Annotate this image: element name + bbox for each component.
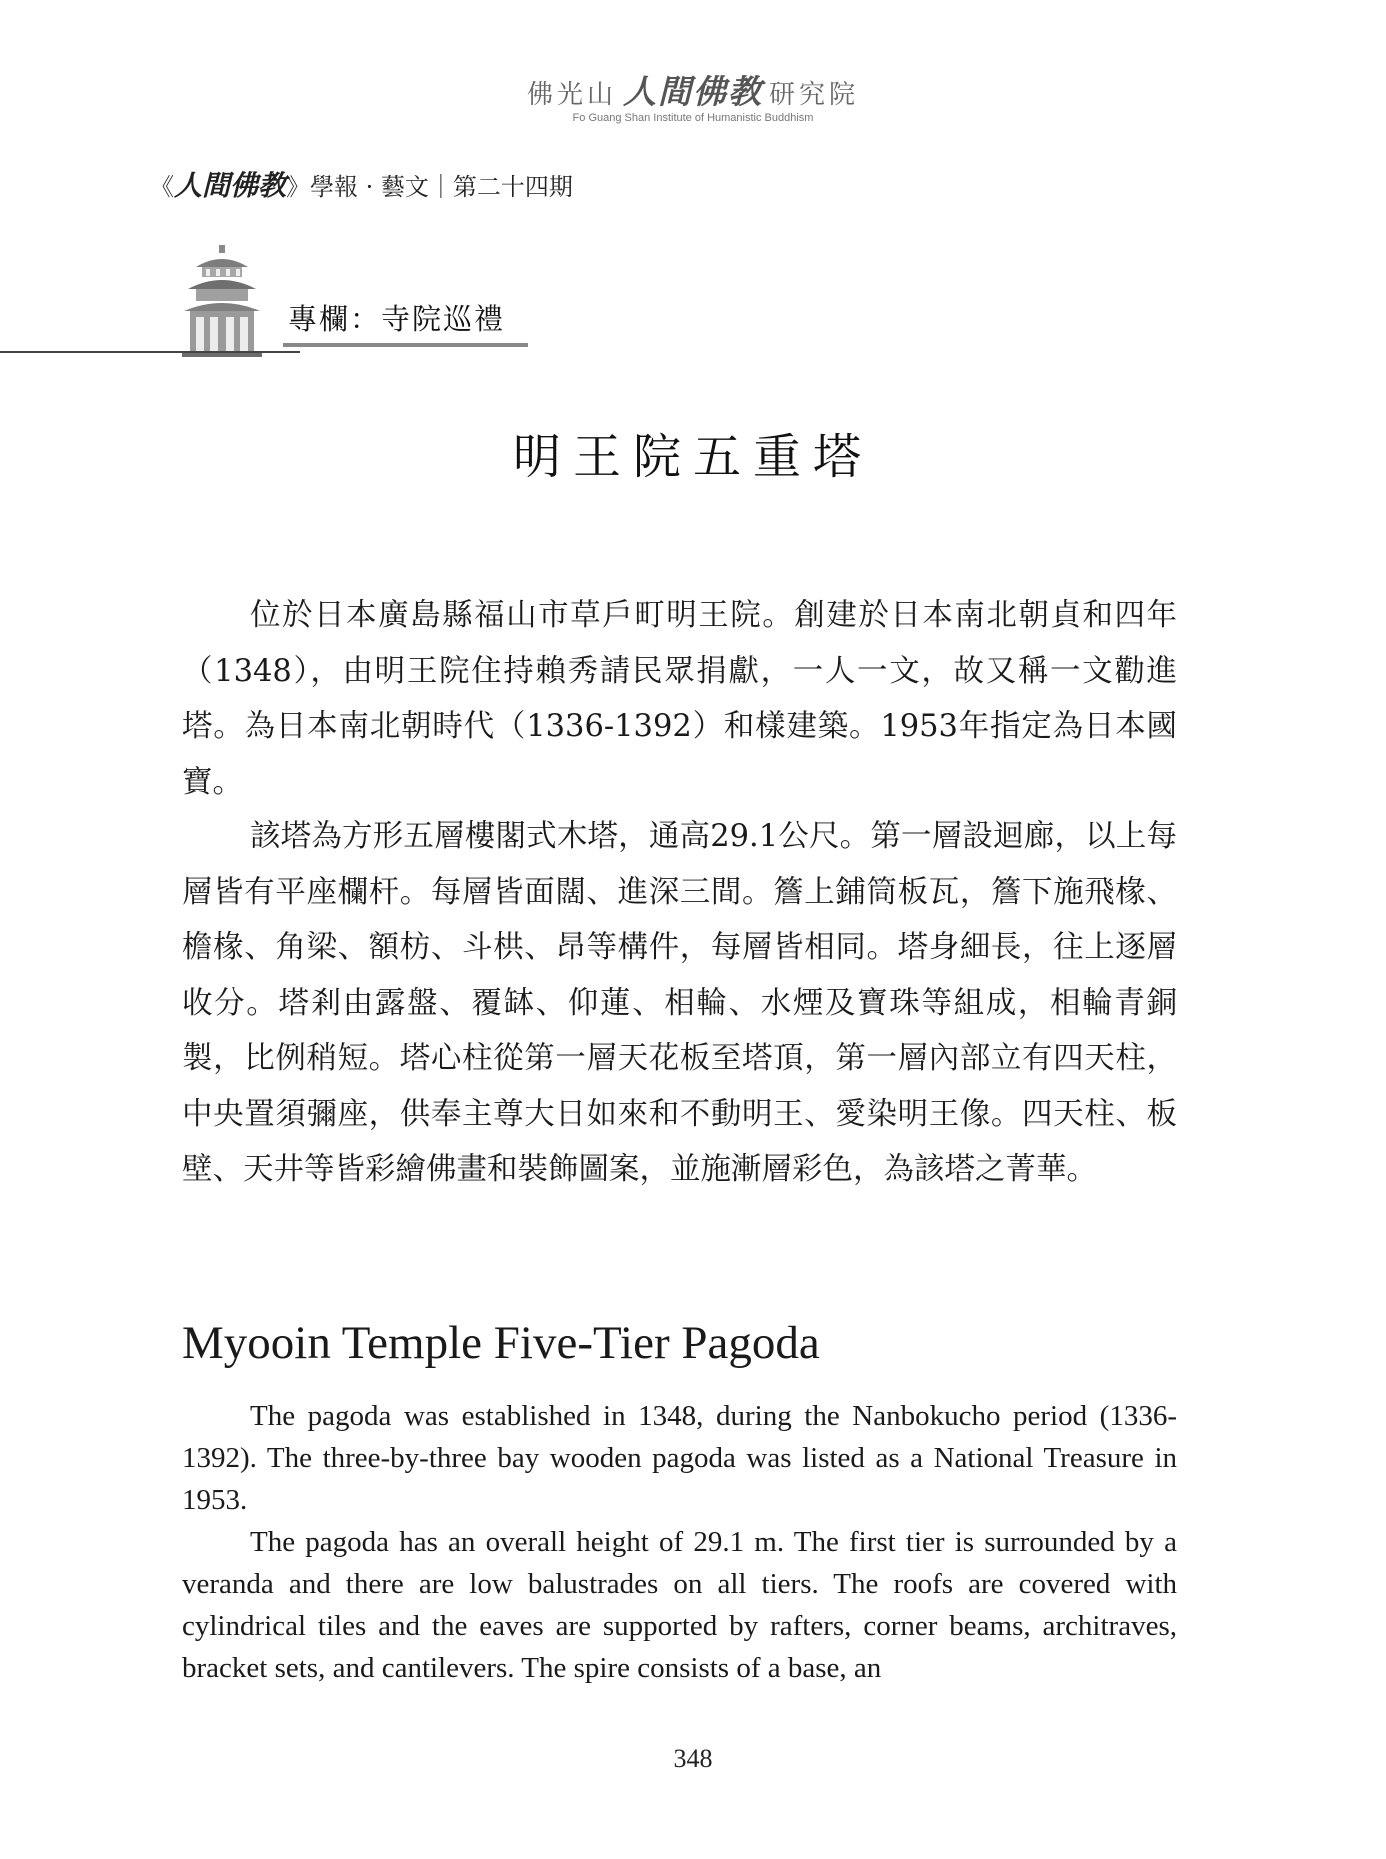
chinese-title: 明王院五重塔 [512,429,873,485]
english-title: Myooin Temple Five-Tier Pagoda [182,1317,820,1369]
english-paragraph-1: The pagoda was established in 1348, during the Nanbokucho period (1336-1392). The three-by-three bay wooden pagoda was listed as a National Treasure in 1953. [182,1400,1177,1516]
chinese-paragraph-2: 該塔為方形五層樓閣式木塔，通高29.1公尺。第一層設迴廊，以上每層皆有平座欄杆。每層皆面闊、進深三間。簷上鋪筒板瓦，簷下施飛椽、檐椽、角梁、額枋、斗栱、昂等構件，每層皆相同。塔身細長，往上逐層收分。塔剎由露盤、覆缽、仰蓮、相輪、水煙及寶珠等組成，相輪青銅製，比例稍短。塔心柱從第一層天花板至塔頂，第一層內部立有四天柱，中央置須彌座，供奉主尊大日如來和不動明王、愛染明王像。四天柱、板壁、天井等皆彩繪佛畫和裝飾圖案，並施漸層彩色，為該塔之菁華。 [182,819,1177,1187]
running-header [150,164,573,204]
page-number: 348 [673,1744,713,1773]
institute-name-prefix: 佛光山 [526,80,617,110]
pagoda-icon [182,245,262,357]
column-label: 專欄：寺院巡禮 [288,302,506,336]
institute-name-suffix: 研究院 [769,80,860,110]
running-header-rest: 》學報 · 藝文｜第二十四期 [286,173,573,201]
column-divider-line [0,351,300,353]
institute-header [0,66,1386,124]
english-paragraph-2: The pagoda has an overall height of 29.1 m. The first tier is surrounded by a veranda and there are low balustrades on all tiers. The roofs are covered with cylindrical tiles and the eaves are supported by rafters, corner beams, architraves, bracket sets, and cantilevers. The spire consists of a base, an [182,1526,1177,1684]
running-header-open-bracket: 《 [150,173,174,201]
institute-english-name: Fo Guang Shan Institute of Humanistic Buddhism [572,112,814,124]
column-label-underline [283,343,528,347]
running-header-brand: 人間佛教 [174,169,287,202]
chinese-paragraph-1: 位於日本廣島縣福山市草戶町明王院。創建於日本南北朝貞和四年（1348），由明王院住持賴秀請民眾捐獻，一人一文，故又稱一文勸進塔。為日本南北朝時代（1336-1392）和樣建築。1953年指定為日本國寶。 [182,598,1177,800]
institute-brand: 人間佛教 [623,72,763,111]
institute-title [527,66,859,113]
